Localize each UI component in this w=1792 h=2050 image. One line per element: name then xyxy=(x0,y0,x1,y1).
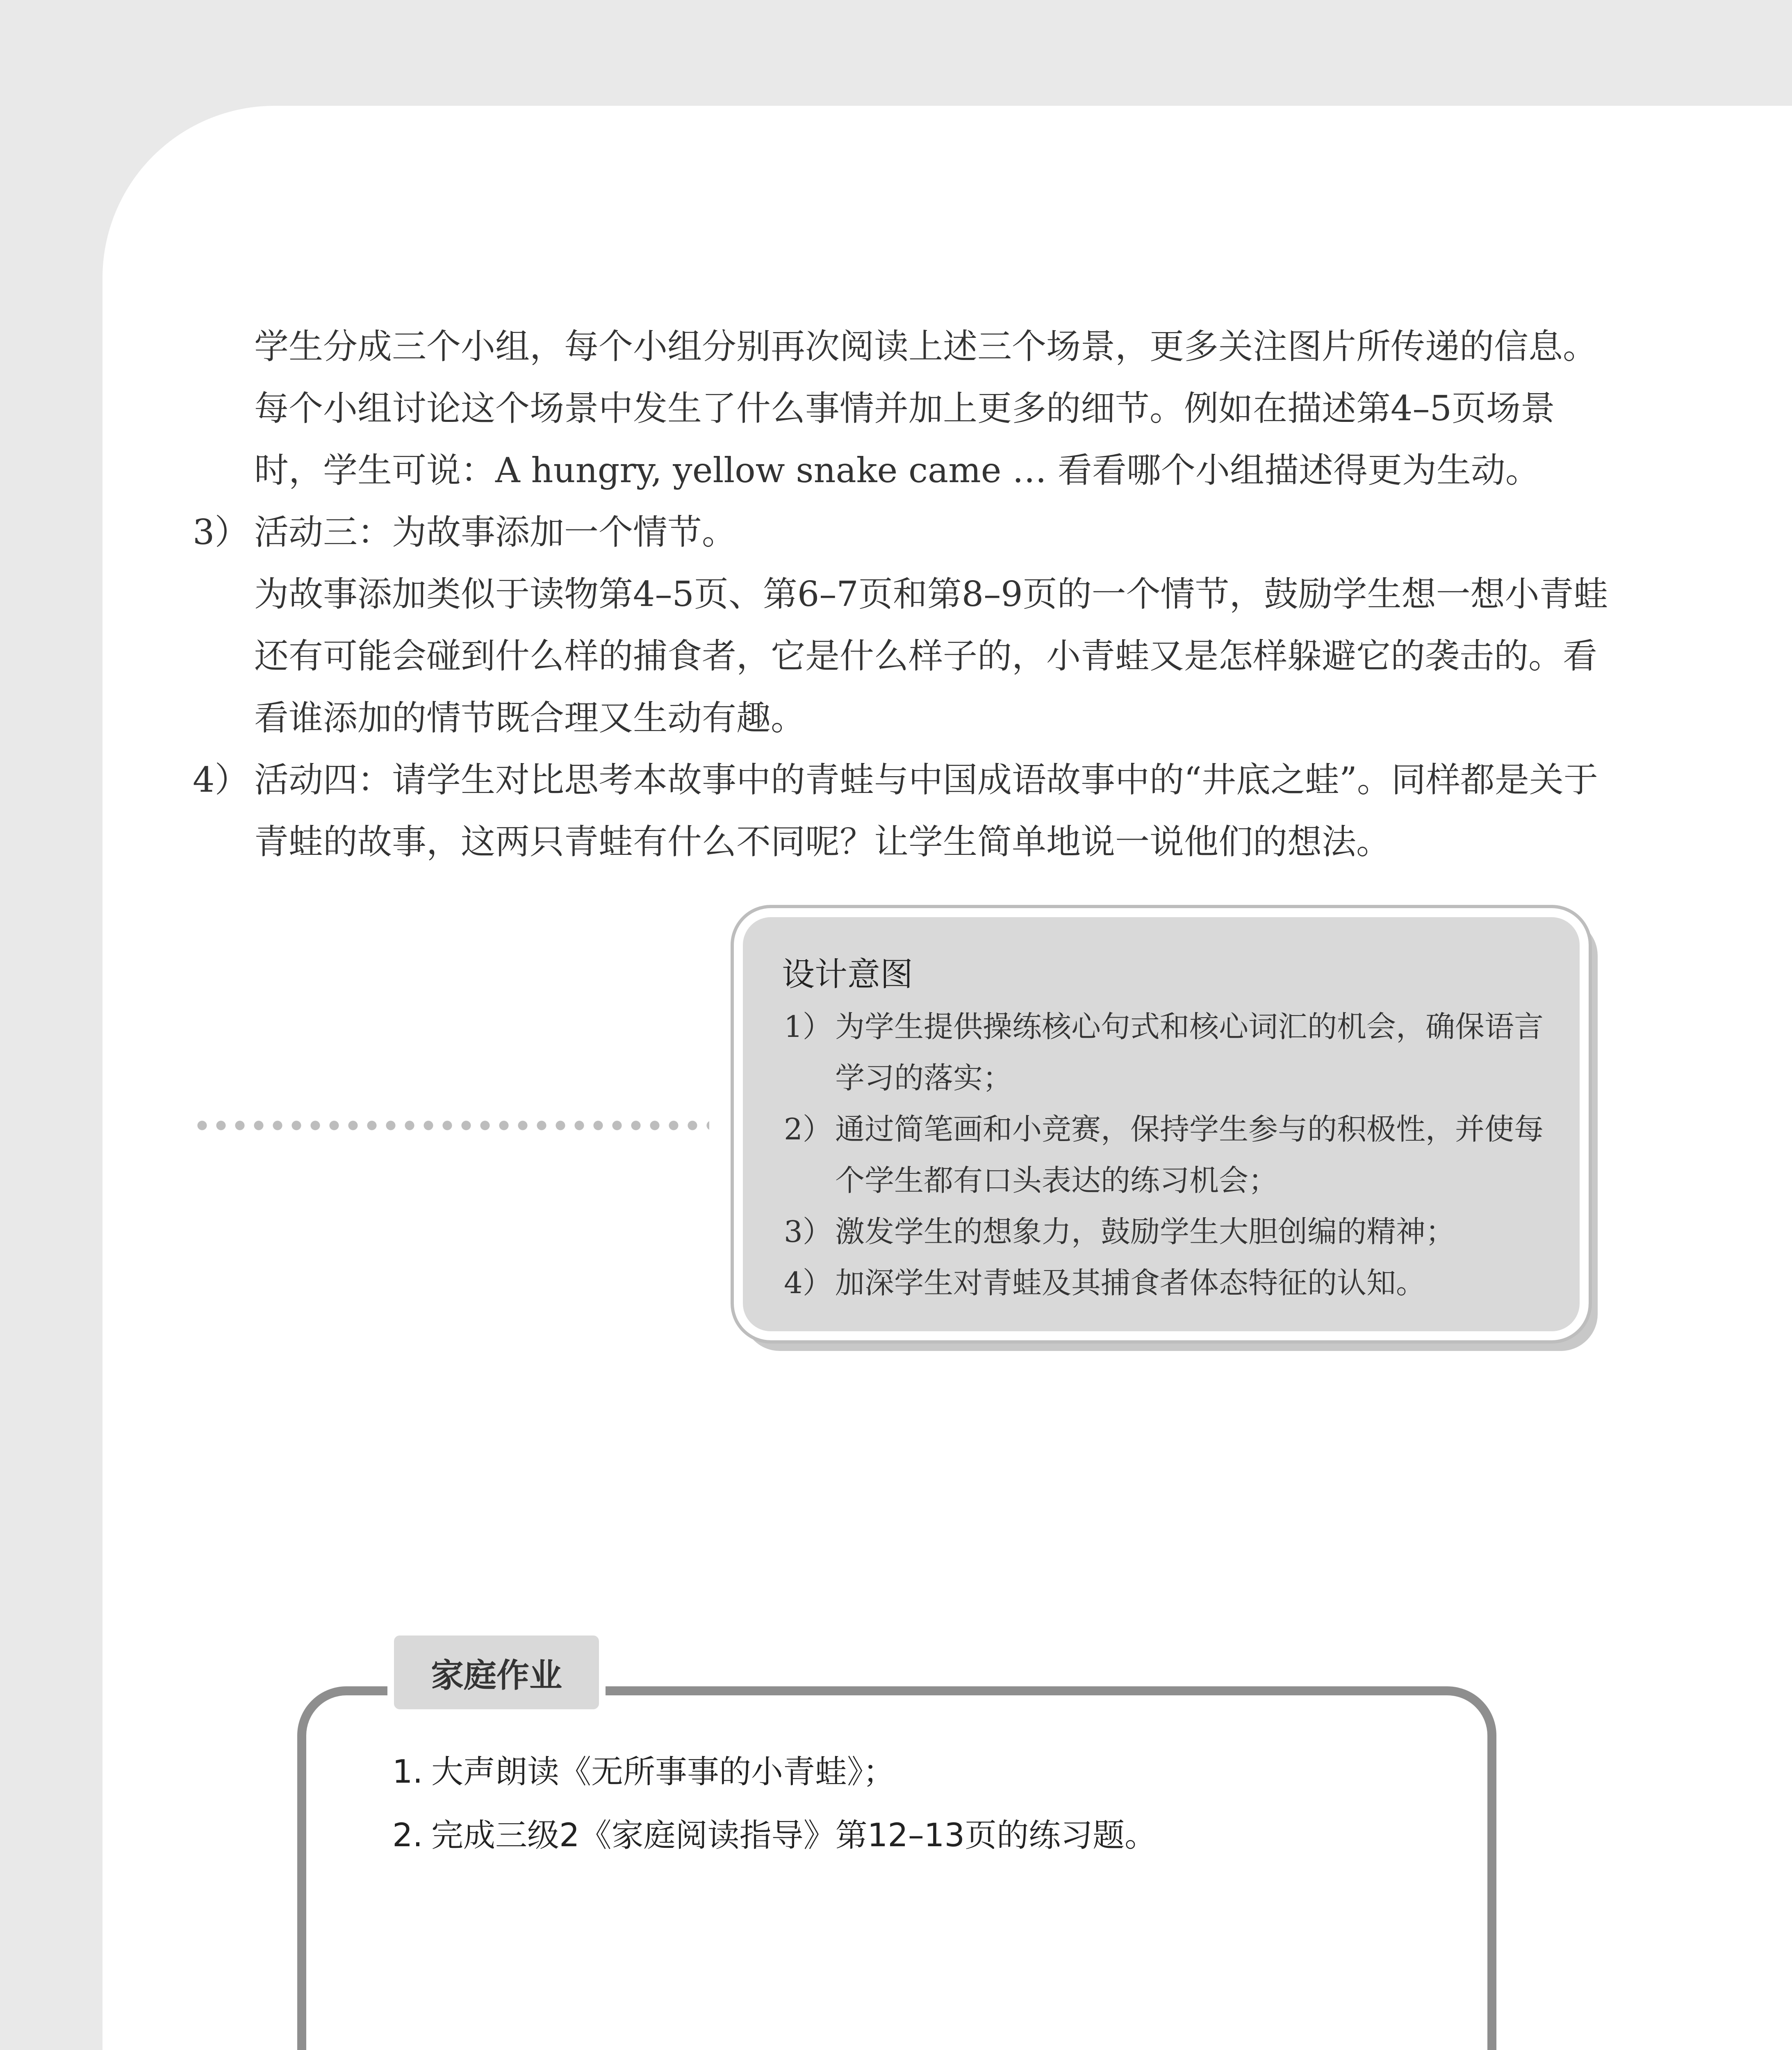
activity-item xyxy=(193,501,1615,749)
homework-title-tab: 家庭作业 xyxy=(387,1629,606,1716)
activity-title: 活动三：为故事添加一个情节。 xyxy=(254,512,737,552)
design-intent-box xyxy=(734,908,1589,1340)
activity-item xyxy=(193,749,1615,873)
item-number: 1） xyxy=(784,1009,832,1044)
design-intent-item xyxy=(784,1206,1546,1257)
item-number: 3） xyxy=(784,1214,832,1249)
item-text: 加深学生对青蛙及其捕食者体态特征的认知。 xyxy=(835,1266,1426,1300)
design-intent-item xyxy=(784,1257,1546,1309)
homework-box xyxy=(297,1686,1496,2050)
homework-item xyxy=(392,1740,1458,1804)
dotted-divider xyxy=(193,1119,709,1132)
item-number: 1. xyxy=(392,1754,423,1790)
activity-title: 活动四：请学生对比思考本故事中的青蛙与中国成语故事中的“井底之蛙”。同样都是关于青蛙的故事，这两只青蛙有什么不同呢？让学生简单地说一说他们的想法。 xyxy=(254,760,1598,862)
design-intent-list xyxy=(784,1001,1546,1309)
body-text xyxy=(193,316,1615,873)
item-text: 为学生提供操练核心句式和核心词汇的机会，确保语言学习的落实； xyxy=(835,1009,1544,1095)
activity-number: 4） xyxy=(193,760,249,800)
activity-detail: 为故事添加类似于读物第4–5页、第6–7页和第8–9页的一个情节，鼓励学生想一想小青蛙还有可能会碰到什么样的捕食者，它是什么样子的，小青蛙又是怎样躲避它的袭击的。看看谁添加的情节既合理又生动有趣。 xyxy=(254,574,1608,738)
design-intent-item xyxy=(784,1001,1546,1104)
homework-list xyxy=(392,1740,1458,1868)
item-text: 激发学生的想象力，鼓励学生大胆创编的精神； xyxy=(835,1214,1455,1249)
design-intent-title: 设计意图 xyxy=(782,955,913,993)
item-number: 4） xyxy=(784,1266,832,1300)
item-text: 完成三级2《家庭阅读指导》第12–13页的练习题。 xyxy=(431,1817,1157,1854)
intro-paragraph: 学生分成三个小组，每个小组分别再次阅读上述三个场景，更多关注图片所传递的信息。每个小组讨论这个场景中发生了什么事情并加上更多的细节。例如在描述第4–5页场景时，学生可说：A hungry, yellow snake came … 看看哪个小组描述得更为生动。 xyxy=(254,326,1598,490)
homework-item xyxy=(392,1804,1458,1868)
item-text: 通过简笔画和小竞赛，保持学生参与的积极性，并使每个学生都有口头表达的练习机会； xyxy=(835,1112,1544,1198)
item-text: 大声朗读《无所事事的小青蛙》； xyxy=(431,1754,895,1790)
design-intent-item xyxy=(784,1104,1546,1206)
item-number: 2. xyxy=(392,1817,423,1854)
activity-number: 3） xyxy=(193,512,249,552)
item-number: 2） xyxy=(784,1112,832,1146)
